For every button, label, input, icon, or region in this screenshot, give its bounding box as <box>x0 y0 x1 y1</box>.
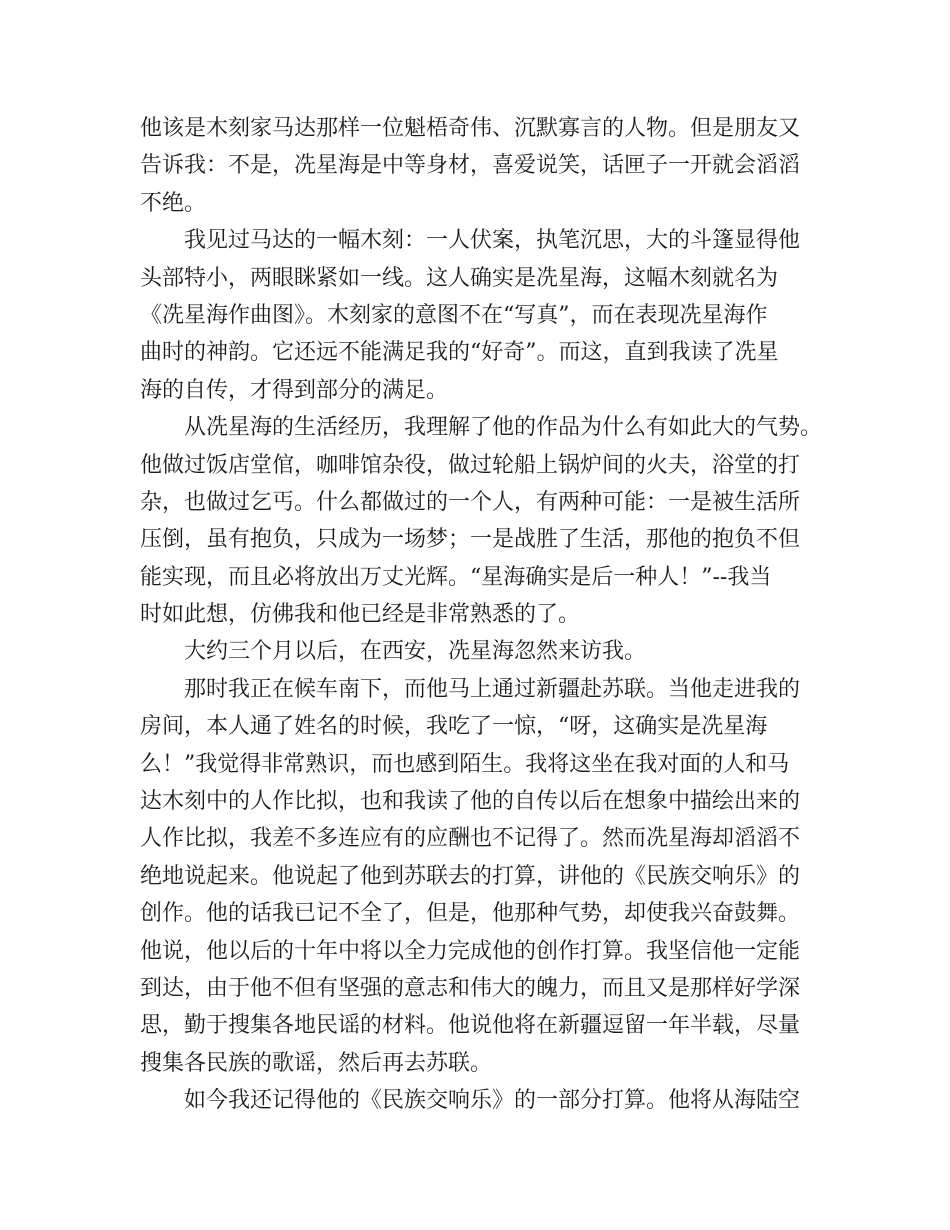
text-line: 头部特小，两眼眯紧如一线。这人确实是冼星海，这幅木刻就名为 <box>140 265 779 291</box>
text-line: 他该是木刻家马达那样一位魁梧奇伟、沉默寡言的人物。但是朋友又 <box>140 116 801 141</box>
paragraph-start-line: 我见过马达的一幅木刻：一人伏案，执笔沉思，大的斗篷显得他 <box>184 228 801 254</box>
text-line: 到达，由于他不但有坚强的意志和伟大的魄力，而且又是那样好学深 <box>140 975 801 1001</box>
text-line: 绝地说起来。他说起了他到苏联去的打算，讲他的《民族交响乐》的 <box>140 863 801 889</box>
text-line: 他做过饭店堂倌，咖啡馆杂役，做过轮船上锅炉间的火夫，浴堂的打 <box>140 452 801 478</box>
text-line: 告诉我：不是，冼星海是中等身材，喜爱说笑，话匣子一开就会滔滔 <box>140 153 801 179</box>
text-line: 压倒，虽有抱负，只成为一场梦；一是战胜了生活，那他的抱负不但 <box>140 527 801 553</box>
paragraph-start-line: 那时我正在候车南下，而他马上通过新疆赴苏联。当他走进我的 <box>184 676 801 702</box>
text-line: 达木刻中的人作比拟，也和我读了他的自传以后在想象中描绘出来的 <box>140 789 801 815</box>
text-line: 《冼星海作曲图》。木刻家的意图不在“写真”，而在表现冼星海作 <box>140 302 768 328</box>
text-line: 能实现，而且必将放出万丈光辉。“星海确实是后一种人！”--我当 <box>140 564 772 590</box>
paragraph-start-line: 大约三个月以后，在西安，冼星海忽然来访我。 <box>184 639 647 665</box>
text-line: 时如此想，仿佛我和他已经是非常熟悉的了。 <box>140 602 581 628</box>
text-line: 曲时的神韵。它还远不能满足我的“好奇”。而这，直到我读了冼星 <box>140 340 779 366</box>
text-line: 房间，本人通了姓名的时候，我吃了一惊，“呀，这确实是冼星海 <box>140 714 768 740</box>
text-line: 他说，他以后的十年中将以全力完成他的创作打算。我坚信他一定能 <box>140 938 801 964</box>
text-line: 海的自传，才得到部分的满足。 <box>140 377 449 403</box>
paragraph-start-line: 如今我还记得他的《民族交响乐》的一部分打算。他将从海陆空 <box>184 1088 801 1114</box>
text-line: 思，勤于搜集各地民谣的材料。他说他将在新疆逗留一年半载，尽量 <box>140 1013 801 1039</box>
text-line: 人作比拟，我差不多连应有的应酬也不记得了。然而冼星海却滔滔不 <box>140 826 801 852</box>
text-line: 创作。他的话我已记不全了，但是，他那种气势，却使我兴奋鼓舞。 <box>140 901 801 927</box>
text-line: 杂，也做过乞丐。什么都做过的一个人，有两种可能：一是被生活所 <box>140 489 801 515</box>
text-line: 搜集各民族的歌谣，然后再去苏联。 <box>140 1050 493 1076</box>
text-line: 么！”我觉得非常熟识，而也感到陌生。我将这坐在我对面的人和马 <box>140 751 790 777</box>
body-text <box>140 110 823 1120</box>
paragraph-start-line: 从冼星海的生活经历，我理解了他的作品为什么有如此大的气势。 <box>184 415 823 441</box>
text-line: 不绝。 <box>140 190 207 216</box>
